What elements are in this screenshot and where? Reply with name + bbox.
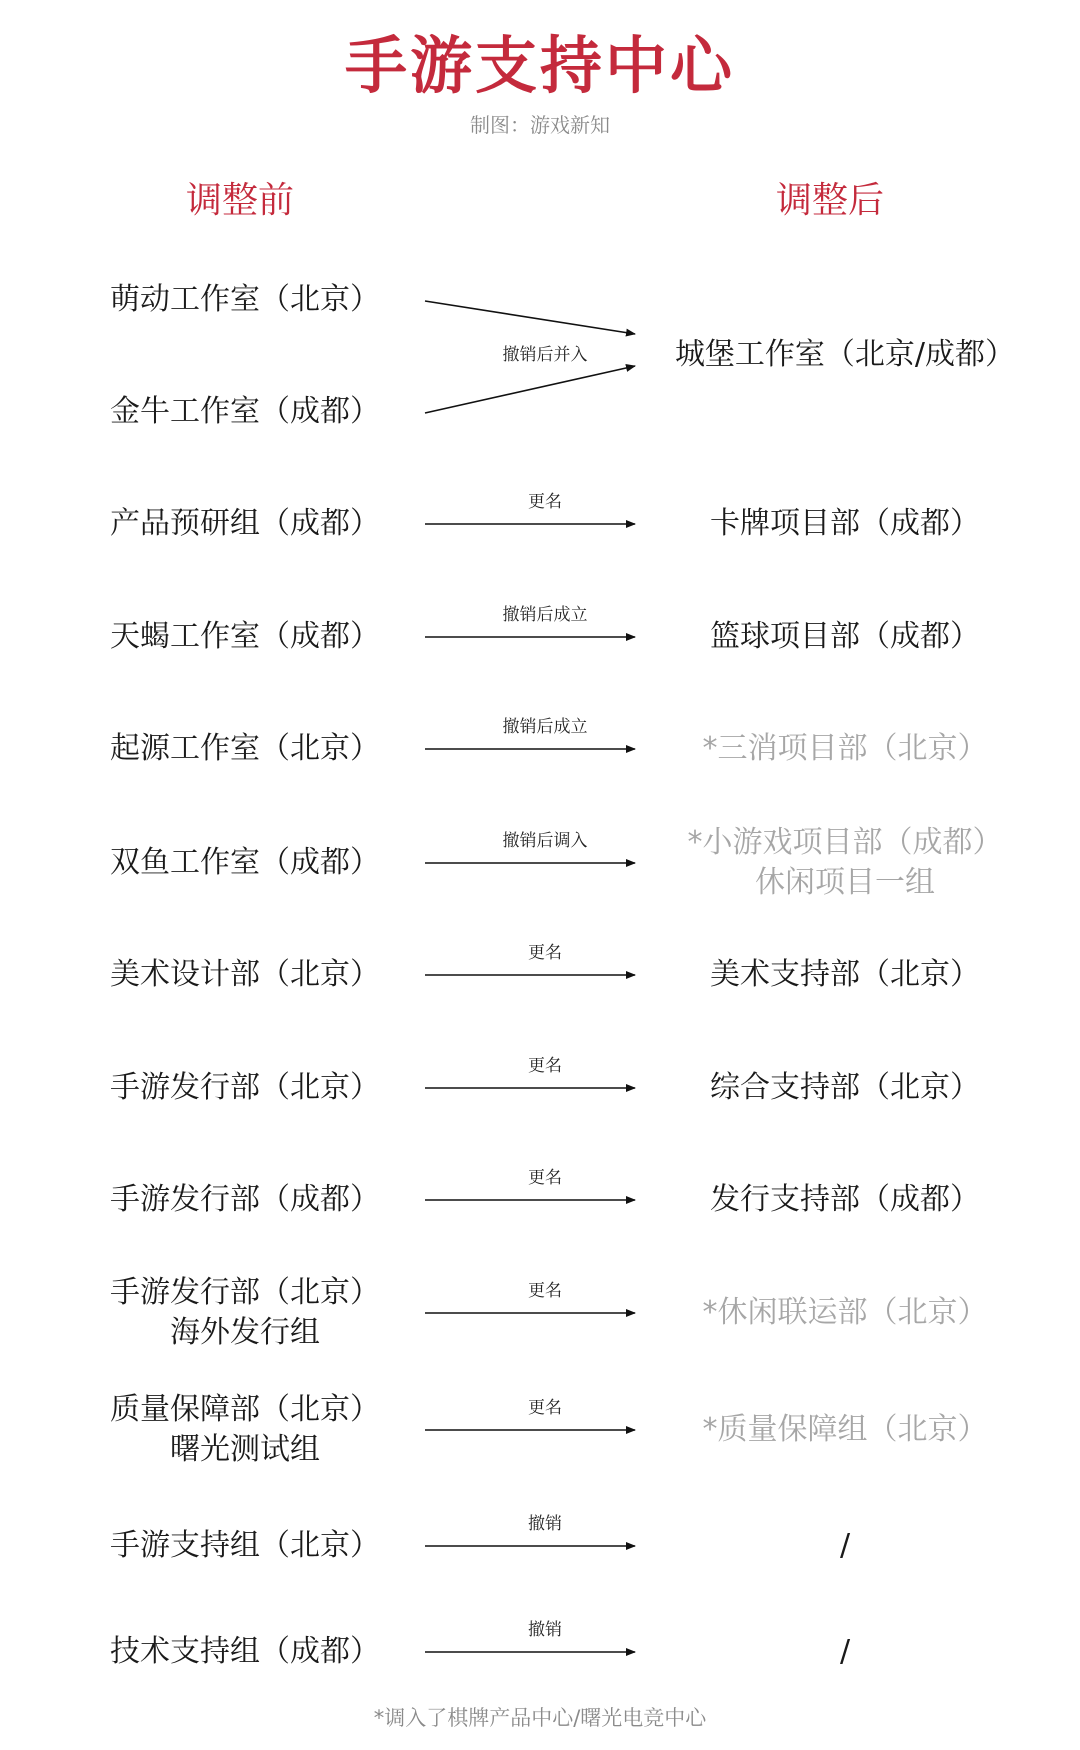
action-label: 撤销后成立	[502, 717, 588, 737]
before-item-name: 技术支持组（成都）	[110, 1634, 380, 1669]
action-label: 撤销	[528, 1620, 562, 1640]
merge-target: 城堡工作室（北京/成都）	[674, 337, 1016, 372]
before-item	[50, 617, 440, 657]
before-item	[50, 1068, 440, 1108]
before-item-name: 手游支持组（北京）	[110, 1528, 380, 1563]
after-item-name: *三消项目部（北京）	[702, 731, 988, 766]
before-item-name: 质量保障部（北京）	[110, 1392, 380, 1427]
after-item-name: 综合支持部（北京）	[710, 1070, 980, 1105]
action-label: 撤销	[528, 1514, 562, 1534]
before-item-subgroup: 曙光测试组	[170, 1432, 320, 1467]
after-item-name: /	[839, 1634, 851, 1669]
after-item	[660, 1180, 1030, 1220]
after-item-name: 发行支持部（成都）	[710, 1182, 980, 1217]
footnote: *调入了棋牌产品中心/曙光电竞中心	[373, 1706, 707, 1730]
before-item	[50, 955, 440, 995]
action-label: 更名	[528, 1398, 562, 1418]
before-item-name: 手游发行部（北京）	[110, 1070, 380, 1105]
merge-arrow-1	[425, 301, 635, 334]
after-item	[660, 729, 1030, 769]
merge-arrow-label: 撤销后并入	[502, 345, 588, 365]
before-item-subgroup: 海外发行组	[170, 1315, 320, 1350]
merge-arrow-2	[425, 366, 635, 413]
before-item	[50, 729, 440, 769]
merge-source-1: 萌动工作室（北京）	[110, 282, 380, 317]
after-item	[660, 617, 1030, 657]
before-item	[50, 1180, 440, 1220]
after-item	[660, 1410, 1030, 1450]
after-item	[660, 955, 1030, 995]
after-item-name: 篮球项目部（成都）	[710, 619, 980, 654]
after-item	[660, 504, 1030, 544]
before-item-name: 手游发行部（成都）	[110, 1182, 380, 1217]
after-item-name: *质量保障组（北京）	[702, 1412, 988, 1447]
after-item	[660, 823, 1030, 903]
before-item	[50, 1273, 440, 1353]
before-item-name: 天蝎工作室（成都）	[110, 619, 380, 654]
after-item-name: *休闲联运部（北京）	[702, 1295, 988, 1330]
column-header-before: 调整前	[185, 180, 294, 221]
after-item-name: 美术支持部（北京）	[710, 957, 980, 992]
before-item	[50, 1632, 440, 1672]
page-title: 手游支持中心	[344, 29, 735, 102]
column-header-after: 调整后	[775, 180, 884, 221]
after-item-name: *小游戏项目部（成都）	[687, 825, 1003, 860]
action-label: 更名	[528, 1056, 562, 1076]
after-item	[660, 1526, 1030, 1566]
after-item	[660, 1068, 1030, 1108]
after-item	[660, 1293, 1030, 1333]
after-item-subgroup: 休闲项目一组	[755, 865, 935, 900]
merge-source-2: 金牛工作室（成都）	[110, 394, 380, 429]
credit-text: 制图：游戏新知	[470, 113, 610, 137]
before-item	[50, 1390, 440, 1470]
before-item	[50, 504, 440, 544]
before-item-name: 起源工作室（北京）	[110, 731, 380, 766]
before-item	[50, 1526, 440, 1566]
action-label: 更名	[528, 492, 562, 512]
after-item	[660, 1632, 1030, 1672]
before-item-name: 产品预研组（成都）	[110, 506, 380, 541]
action-label: 更名	[528, 1168, 562, 1188]
action-label: 更名	[528, 1281, 562, 1301]
action-label: 撤销后调入	[502, 831, 588, 851]
before-item-name: 手游发行部（北京）	[110, 1275, 380, 1310]
action-label: 更名	[528, 943, 562, 963]
before-item	[50, 843, 440, 883]
after-item-name: /	[839, 1528, 851, 1563]
action-label: 撤销后成立	[502, 605, 588, 625]
before-item-name: 美术设计部（北京）	[110, 957, 380, 992]
before-item-name: 双鱼工作室（成都）	[110, 845, 380, 880]
after-item-name: 卡牌项目部（成都）	[710, 506, 980, 541]
